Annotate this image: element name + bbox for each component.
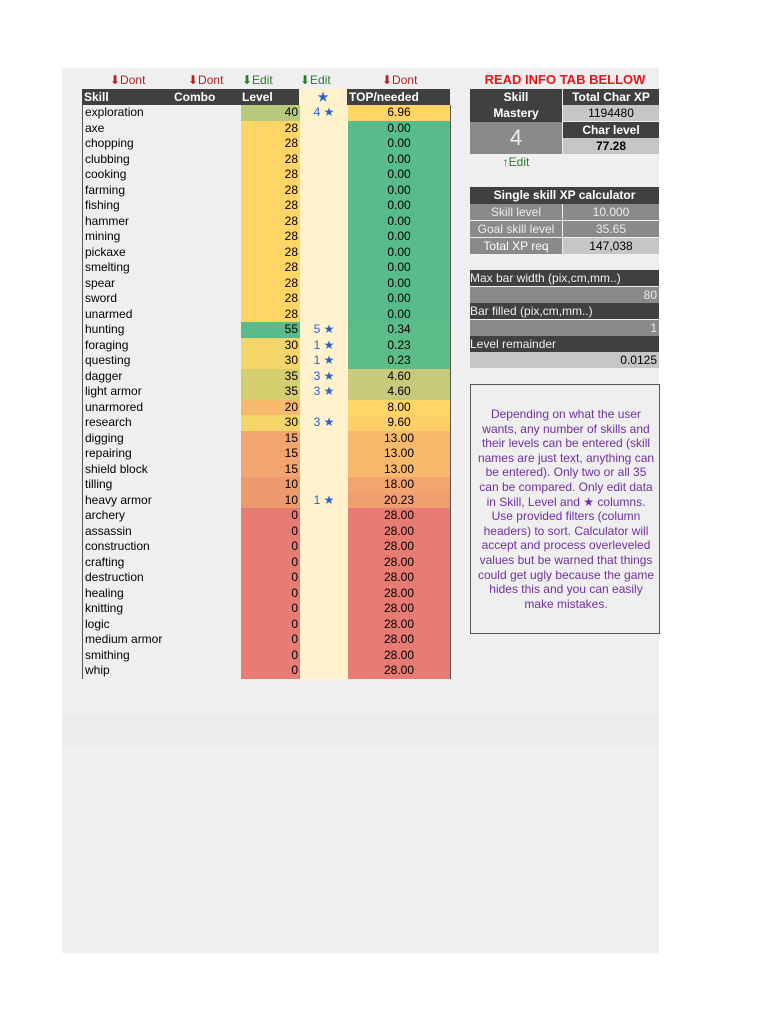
skill-star-cell[interactable]: 1 ★ [300,338,348,354]
skill-needed-cell: 0.00 [348,214,451,230]
calc-total-label: Total XP req [470,238,562,254]
table-row [83,462,451,478]
skill-needed-cell: 13.00 [348,431,451,447]
skill-level-cell[interactable]: 15 [241,462,300,478]
skill-level-cell[interactable]: 0 [241,663,300,679]
skill-name-cell[interactable]: shield block [83,462,242,478]
calc-goal-label: Goal skill level [470,221,562,237]
skill-needed-cell: 9.60 [348,415,451,431]
skill-needed-cell: 0.00 [348,260,451,276]
table-row [83,260,451,276]
skill-level-cell[interactable]: 28 [241,260,300,276]
skill-star-cell[interactable] [300,431,348,447]
skill-level-cell[interactable]: 28 [241,136,300,152]
table-row [83,353,451,369]
skill-level-cell[interactable]: 28 [241,167,300,183]
skill-level-cell[interactable]: 28 [241,198,300,214]
table-row [83,586,451,602]
skill-star-cell[interactable]: 1 ★ [300,353,348,369]
skill-star-cell[interactable] [300,276,348,292]
bar-filled-label: Bar filled (pix,cm,mm..) [470,303,659,319]
skill-star-cell[interactable] [300,245,348,261]
skill-level-cell[interactable]: 30 [241,415,300,431]
skill-name-cell[interactable]: heavy armor [83,493,242,509]
skill-needed-cell: 28.00 [348,524,451,540]
hint-skill-dont: ⬇Dont [110,73,146,87]
table-row [83,276,451,292]
skill-star-cell[interactable] [300,198,348,214]
table-row [83,415,451,431]
skill-name-cell[interactable]: sword [83,291,242,307]
skill-star-cell[interactable] [300,121,348,137]
skill-star-cell[interactable] [300,214,348,230]
skill-needed-cell: 28.00 [348,508,451,524]
skill-needed-cell: 0.00 [348,276,451,292]
skill-level-cell[interactable]: 30 [241,338,300,354]
skill-name-cell[interactable]: medium armor [83,632,242,648]
header-combo[interactable]: Combo [174,90,216,104]
table-row [83,648,451,664]
skill-star-cell[interactable] [300,570,348,586]
skill-star-cell[interactable] [300,307,348,323]
skill-level-cell[interactable]: 28 [241,183,300,199]
table-row [83,508,451,524]
skill-name-cell[interactable]: exploration [83,105,242,121]
skill-star-cell[interactable] [300,539,348,555]
skill-name-cell[interactable]: smithing [83,648,242,664]
skill-name-cell[interactable]: spear [83,276,242,292]
skill-star-cell[interactable] [300,632,348,648]
info-tab-notice: READ INFO TAB BELLOW [484,72,646,87]
skill-name-cell[interactable]: healing [83,586,242,602]
table-row [83,136,451,152]
sheet-footer-band [62,716,659,746]
skill-name-cell[interactable]: whip [83,663,242,679]
skill-name-cell[interactable]: tilling [83,477,242,493]
skill-needed-cell: 0.00 [348,291,451,307]
skill-level-cell[interactable]: 0 [241,570,300,586]
skill-needed-cell: 0.23 [348,353,451,369]
skill-star-cell[interactable] [300,648,348,664]
table-row [83,570,451,586]
table-row [83,167,451,183]
calc-skill-level-label: Skill level [470,204,562,220]
table-row [83,524,451,540]
skills-table [82,105,451,679]
skill-level-cell[interactable]: 35 [241,369,300,385]
skill-needed-cell: 4.60 [348,369,451,385]
skill-name-cell[interactable]: axe [83,121,242,137]
skill-star-cell[interactable] [300,400,348,416]
skill-name-cell[interactable]: mining [83,229,242,245]
table-row [83,229,451,245]
skill-level-cell[interactable]: 0 [241,617,300,633]
skill-needed-cell: 0.00 [348,136,451,152]
skill-name-cell[interactable]: cooking [83,167,242,183]
table-row [83,369,451,385]
table-row [83,338,451,354]
table-row [83,291,451,307]
skill-star-cell[interactable]: 3 ★ [300,415,348,431]
skill-needed-cell: 13.00 [348,446,451,462]
bar-width-input[interactable]: 80 [470,287,659,303]
skill-level-cell[interactable]: 15 [241,431,300,447]
bar-filled-value: 1 [470,320,659,336]
skill-star-cell[interactable] [300,663,348,679]
skill-level-cell[interactable]: 40 [241,105,300,121]
skill-star-cell[interactable]: 4 ★ [300,105,348,121]
skill-level-cell[interactable]: 10 [241,477,300,493]
skill-name-cell[interactable]: unarmored [83,400,242,416]
level-remainder-value: 0.0125 [470,352,659,368]
table-row [83,493,451,509]
calc-title: Single skill XP calculator [470,187,659,204]
skill-star-cell[interactable] [300,136,348,152]
header-needed[interactable]: TOP/needed [347,89,450,105]
skill-star-cell[interactable] [300,183,348,199]
skill-name-cell[interactable]: digging [83,431,242,447]
skill-name-cell[interactable]: logic [83,617,242,633]
skill-needed-cell: 28.00 [348,555,451,571]
skill-star-cell[interactable]: 5 ★ [300,322,348,338]
table-row [83,431,451,447]
skill-star-cell[interactable] [300,260,348,276]
skill-star-cell[interactable] [300,477,348,493]
skill-needed-cell: 18.00 [348,477,451,493]
skill-level-cell[interactable]: 15 [241,446,300,462]
skill-level-cell[interactable]: 28 [241,307,300,323]
header-level[interactable]: Level [240,89,299,105]
skill-needed-cell: 13.00 [348,462,451,478]
skill-level-cell[interactable]: 0 [241,555,300,571]
skill-name-cell[interactable]: questing [83,353,242,369]
skill-star-cell[interactable] [300,617,348,633]
skill-level-cell[interactable]: 30 [241,353,300,369]
skill-level-cell[interactable]: 0 [241,508,300,524]
table-row [83,183,451,199]
char-xp-value: 1194480 [563,105,659,121]
calc-total-value: 147,038 [563,238,659,254]
skill-name-cell[interactable]: fishing [83,198,242,214]
table-row [83,322,451,338]
skill-needed-cell: 28.00 [348,617,451,633]
info-note-box [470,384,660,634]
table-row [83,121,451,137]
info-note-text: Depending on what the user wants, any number of skills and their levels can be entered (skill names are just text, anything can be entered). Only two or all 35 can be compared. Only edit data in Skill, Level and ★ columns. Use provided filters (column headers) to sort. Calculator will accept and process overleveled values but be warned that things could get ugly because the game hides this and you can easily make mistakes. [477,407,655,611]
table-row [83,601,451,617]
skill-level-cell[interactable]: 0 [241,648,300,664]
skill-level-cell[interactable]: 0 [241,539,300,555]
skill-name-cell[interactable]: clubbing [83,152,242,168]
skill-star-cell[interactable] [300,586,348,602]
char-xp-header: Total Char XP [563,89,659,105]
table-row [83,477,451,493]
skill-needed-cell: 20.23 [348,493,451,509]
skill-level-cell[interactable]: 28 [241,276,300,292]
calc-skill-level-input[interactable]: 10.000 [563,204,659,220]
skill-level-cell[interactable]: 28 [241,229,300,245]
skill-star-cell[interactable]: 3 ★ [300,369,348,385]
skill-name-cell[interactable]: foraging [83,338,242,354]
skill-level-cell[interactable]: 28 [241,152,300,168]
skill-needed-cell: 0.00 [348,198,451,214]
table-row [83,632,451,648]
skill-star-cell[interactable]: 1 ★ [300,493,348,509]
skill-needed-cell: 0.00 [348,121,451,137]
char-level-value: 77.28 [563,138,659,154]
skill-name-cell[interactable]: dagger [83,369,242,385]
table-row [83,245,451,261]
hint-combo-dont: ⬇Dont [188,73,224,87]
skill-needed-cell: 0.00 [348,245,451,261]
skill-needed-cell: 28.00 [348,632,451,648]
table-row [83,617,451,633]
hint-needed-dont: ⬇Dont [382,73,418,87]
skill-name-cell[interactable]: smelting [83,260,242,276]
table-row [83,105,451,121]
skill-level-cell[interactable]: 28 [241,214,300,230]
skill-star-cell[interactable] [300,446,348,462]
table-row [83,307,451,323]
skill-level-cell[interactable]: 20 [241,400,300,416]
table-row [83,555,451,571]
skill-name-cell[interactable]: hammer [83,214,242,230]
skill-name-cell[interactable]: farming [83,183,242,199]
skill-needed-cell: 0.00 [348,167,451,183]
skill-star-cell[interactable] [300,524,348,540]
skill-level-cell[interactable]: 0 [241,586,300,602]
char-level-header: Char level [563,122,659,138]
skill-name-cell[interactable]: archery [83,508,242,524]
table-row [83,152,451,168]
skill-name-cell[interactable]: chopping [83,136,242,152]
skill-level-cell[interactable]: 0 [241,601,300,617]
skill-star-cell[interactable]: 3 ★ [300,384,348,400]
skill-level-cell[interactable]: 28 [241,291,300,307]
table-row [83,663,451,679]
table-row [83,214,451,230]
bar-width-label: Max bar width (pix,cm,mm..) [470,270,659,286]
table-row [83,446,451,462]
skill-needed-cell: 0.23 [348,338,451,354]
skill-level-cell[interactable]: 28 [241,121,300,137]
skill-star-cell[interactable] [300,152,348,168]
skill-needed-cell: 0.00 [348,229,451,245]
calc-goal-input[interactable]: 35.65 [563,221,659,237]
skill-level-cell[interactable]: 55 [241,322,300,338]
skill-name-cell[interactable]: repairing [83,446,242,462]
skill-name-cell[interactable]: construction [83,539,242,555]
table-row [83,539,451,555]
skill-level-cell[interactable]: 10 [241,493,300,509]
level-remainder-label: Level remainder [470,336,659,352]
header-star[interactable]: ★ [299,89,347,105]
mastery-header: Skill Mastery [470,89,562,122]
skill-level-cell[interactable]: 28 [241,245,300,261]
skill-star-cell[interactable] [300,291,348,307]
skill-star-cell[interactable] [300,167,348,183]
skill-star-cell[interactable] [300,555,348,571]
skill-name-cell[interactable]: hunting [83,322,242,338]
table-row [83,198,451,214]
skill-name-cell[interactable]: destruction [83,570,242,586]
skill-star-cell[interactable] [300,229,348,245]
skill-star-cell[interactable] [300,508,348,524]
skill-level-cell[interactable]: 0 [241,524,300,540]
skill-needed-cell: 28.00 [348,570,451,586]
skill-needed-cell: 0.00 [348,183,451,199]
skill-name-cell[interactable]: light armor [83,384,242,400]
skill-star-cell[interactable] [300,601,348,617]
skill-name-cell[interactable]: assassin [83,524,242,540]
skill-name-cell[interactable]: unarmed [83,307,242,323]
skill-level-cell[interactable]: 35 [241,384,300,400]
hint-level-edit: ⬇Edit [242,73,273,87]
skill-needed-cell: 8.00 [348,400,451,416]
skill-needed-cell: 0.34 [348,322,451,338]
skill-needed-cell: 28.00 [348,539,451,555]
skill-level-cell[interactable]: 0 [241,632,300,648]
table-row [83,400,451,416]
header-skill[interactable]: Skill [82,89,240,105]
table-row [83,384,451,400]
skill-needed-cell: 0.00 [348,152,451,168]
skill-needed-cell: 28.00 [348,601,451,617]
skill-star-cell[interactable] [300,462,348,478]
skill-name-cell[interactable]: crafting [83,555,242,571]
skill-needed-cell: 28.00 [348,663,451,679]
mastery-edit-hint: ↑Edit [502,155,530,169]
skill-needed-cell: 28.00 [348,648,451,664]
skill-needed-cell: 0.00 [348,307,451,323]
skill-needed-cell: 28.00 [348,586,451,602]
hint-star-edit: ⬇Edit [300,73,331,87]
skill-needed-cell: 6.96 [348,105,451,121]
skill-name-cell[interactable]: research [83,415,242,431]
skill-needed-cell: 4.60 [348,384,451,400]
mastery-value[interactable]: 4 [470,122,562,154]
skill-name-cell[interactable]: pickaxe [83,245,242,261]
skill-name-cell[interactable]: knitting [83,601,242,617]
